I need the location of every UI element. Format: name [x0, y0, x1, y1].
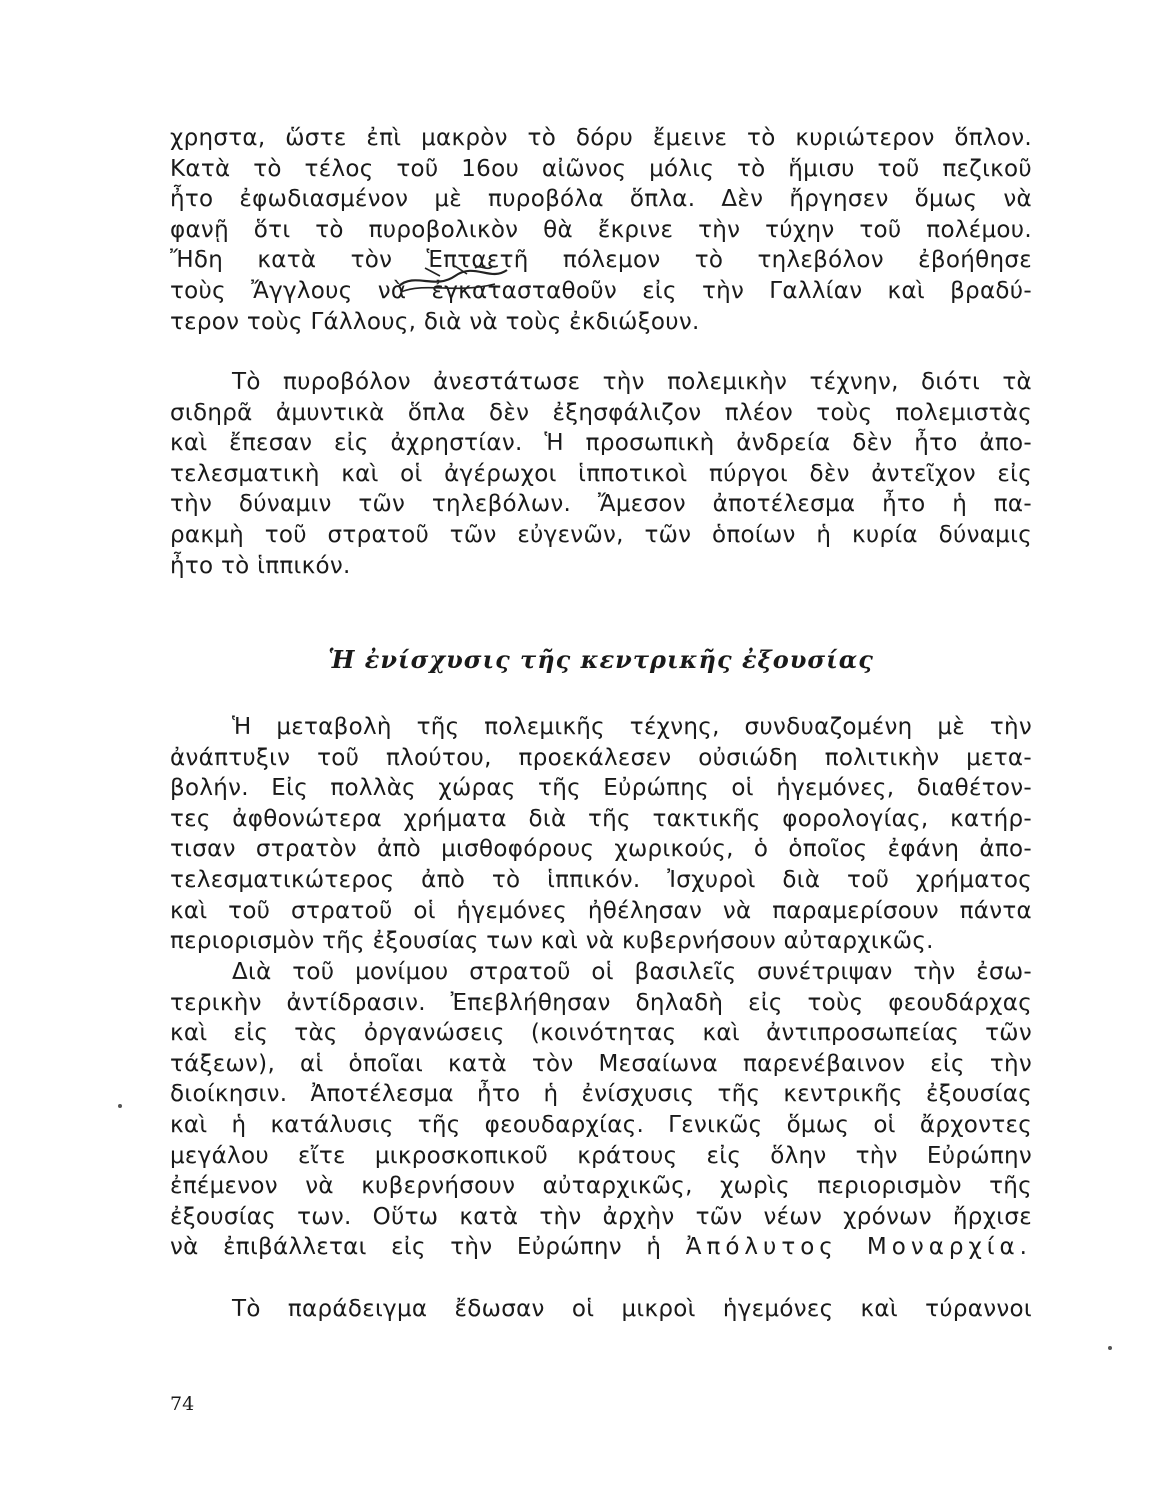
text-line: καὶ τοῦ στρατοῦ οἱ ἡγεμόνες ἠθέλησαν νὰ παραμερίσουν πάντα	[170, 897, 1032, 924]
text-fragment: νὰ ἐπιβάλλεται εἰς τὴν Εὐρώπην ἡ	[170, 1234, 662, 1261]
text-line: τελεσματικώτερος ἀπὸ τὸ ἱππικόν. Ἰσχυροὶ διὰ τοῦ χρήματος	[170, 866, 1032, 893]
text-line: καὶ εἰς τὰς ὀργανώσεις (κοινότητας καὶ ἀντιπροσωπείας τῶν	[170, 1020, 1032, 1047]
text-line: ἦτο ἐφωδιασμένον μὲ πυροβόλα ὅπλα. Δὲν ἤργησεν ὅμως νὰ	[170, 186, 1032, 213]
text-line: τισαν στρατὸν ἀπὸ μισθοφόρους χωρικούς, ὁ ὁποῖος ἐφάνη ἀπο-	[170, 836, 1032, 863]
text-line: καὶ ἡ κατάλυσις τῆς φεουδαρχίας. Γενικῶς ὅμως οἱ ἄρχοντες	[170, 1111, 1032, 1138]
text-line: τελεσματικὴ καὶ οἱ ἀγέρωχοι ἱπποτικοὶ πύργοι δὲν ἀντεῖχον εἰς	[170, 460, 1032, 487]
text-line: ρακμὴ τοῦ στρατοῦ τῶν εὐγενῶν, τῶν ὁποίων ἡ κυρία δύναμις	[170, 521, 1032, 548]
text-line: μεγάλου εἴτε μικροσκοπικοῦ κράτους εἰς ὅλην τὴν Εὐρώπην	[170, 1142, 1032, 1169]
text-line: Διὰ τοῦ μονίμου στρατοῦ οἱ βασιλεῖς συνέτριψαν τὴν ἐσω-	[232, 959, 1032, 985]
section-heading: Ἡ ἐνίσχυσις τῆς κεντρικῆς ἐξουσίας	[328, 645, 874, 674]
paragraph-3	[170, 712, 1032, 957]
margin-mark	[1108, 1346, 1112, 1350]
text-line: καὶ ἔπεσαν εἰς ἀχρηστίαν. Ἡ προσωπικὴ ἀνδρεία δὲν ἦτο ἀπο-	[170, 430, 1032, 457]
text-line: ἀνάπτυξιν τοῦ πλούτου, προεκάλεσεν οὐσιώδη πολιτικὴν μετα-	[170, 744, 1032, 771]
text-line: Ἤδη κατὰ τὸν Ἑπταετῆ πόλεμον τὸ τηλεβόλον ἐβοήθησε	[170, 247, 1032, 274]
paragraph-4	[170, 957, 1032, 1263]
text-line	[170, 1232, 1032, 1263]
text-line: ἐξουσίας των. Οὕτω κατὰ τὴν ἀρχὴν τῶν νέων χρόνων ἤρχισε	[170, 1203, 1032, 1230]
text-line: τάξεων), αἱ ὁποῖαι κατὰ τὸν Μεσαίωνα παρενέβαινον εἰς τὴν	[170, 1050, 1032, 1077]
text-line: περιορισμὸν τῆς ἐξουσίας των καὶ νὰ κυβερνήσουν αὐταρχικῶς.	[170, 928, 934, 955]
text-line: χρηστα, ὥστε ἐπὶ μακρὸν τὸ δόρυ ἔμεινε τὸ κυριώτερον ὅπλον.	[170, 125, 1032, 151]
text-line: τοὺς Ἄγγλους νὰ ἐγκατασταθοῦν εἰς τὴν Γαλλίαν καὶ βραδύ-	[170, 277, 1032, 304]
emphasized-phrase: Ἀπόλυτος Μοναρχία.	[685, 1234, 1032, 1261]
handwritten-correction	[395, 262, 513, 296]
text-line: Τὸ πυροβόλον ἀνεστάτωσε τὴν πολεμικὴν τέχνην, διότι τὰ	[232, 369, 1032, 395]
page-number: 74	[170, 1393, 195, 1415]
paragraph-5	[170, 1294, 1032, 1325]
text-line: τερικὴν ἀντίδρασιν. Ἐπεβλήθησαν δηλαδὴ εἰς τοὺς φεουδάρχας	[170, 989, 1032, 1016]
paragraph-2	[170, 367, 1032, 581]
text-line: φανῇ ὅτι τὸ πυροβολικὸν θὰ ἔκρινε τὴν τύχην τοῦ πολέμου.	[170, 216, 1032, 243]
text-line: ἦτο τὸ ἱππικόν.	[170, 552, 351, 579]
text-line: Κατὰ τὸ τέλος τοῦ 16ου αἰῶνος μόλις τὸ ἥμισυ τοῦ πεζικοῦ	[170, 155, 1032, 182]
text-line: σιδηρᾶ ἀμυντικὰ ὅπλα δὲν ἐξησφάλιζον πλέον τοὺς πολεμιστὰς	[170, 399, 1032, 426]
text-line: Τὸ παράδειγμα ἔδωσαν οἱ μικροὶ ἡγεμόνες καὶ τύραννοι	[232, 1296, 1032, 1322]
text-line: βολήν. Εἰς πολλὰς χώρας τῆς Εὐρώπης οἱ ἡγεμόνες, διαθέτον-	[170, 775, 1032, 802]
text-line: τὴν δύναμιν τῶν τηλεβόλων. Ἄμεσον ἀποτέλεσμα ἦτο ἡ πα-	[170, 491, 1032, 518]
text-line: Ἡ μεταβολὴ τῆς πολεμικῆς τέχνης, συνδυαζομένη μὲ τὴν	[232, 714, 1032, 740]
paragraph-1	[170, 123, 1032, 337]
text-line: τερον τοὺς Γάλλους, διὰ νὰ τοὺς ἐκδιώξουν.	[170, 308, 700, 335]
margin-mark	[118, 1104, 122, 1108]
text-line: διοίκησιν. Ἀποτέλεσμα ἦτο ἡ ἐνίσχυσις τῆς κεντρικῆς ἐξουσίας	[170, 1081, 1032, 1108]
text-line: τες ἀφθονώτερα χρήματα διὰ τῆς τακτικῆς φορολογίας, κατήρ-	[170, 805, 1032, 832]
text-line: ἐπέμενον νὰ κυβερνήσουν αὐταρχικῶς, χωρὶς περιορισμὸν τῆς	[170, 1173, 1032, 1200]
